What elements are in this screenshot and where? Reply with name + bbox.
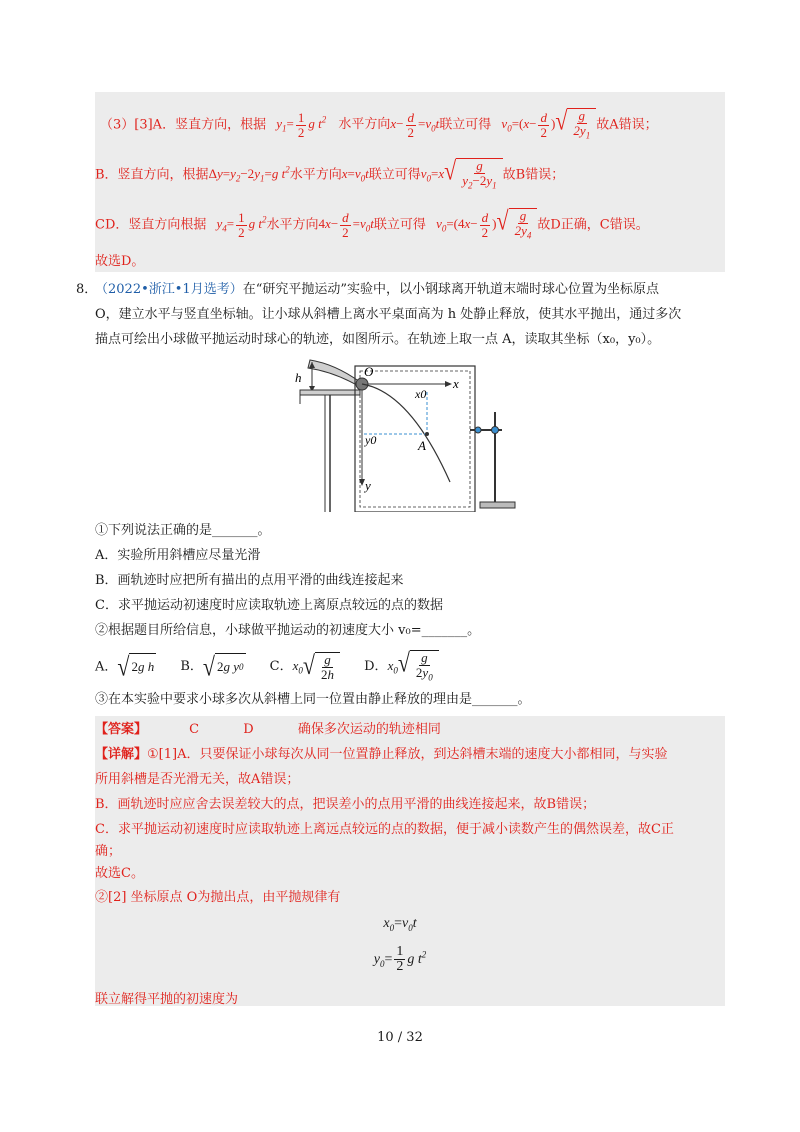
question-stem-line-3: 描点可绘出小球做平抛运动时球心的轨迹，如图所示。在轨迹上取一点 A，读取其坐标（x₀，y₀）。 <box>95 332 661 347</box>
prev-solution-line-1: （3）[3]A．竖直方向，根据 $y_1=$ $\frac{1}{2}$ g $t^2$ 水平方向x− $\frac{d}{2}$ $=v_0t$联立可得 $v_0=(x-$ $\frac{d}{2}$ ) √ $\frac{g}{2y_1}$ 故A错误； <box>100 105 658 141</box>
point-a-label: A <box>418 438 426 453</box>
question-stem-line-2: O，建立水平与竖直坐标轴。让小球从斜槽上离水平桌面高为 h 处静止释放，使其水平抛出，通过多次 <box>95 307 682 322</box>
detail-line-6: 故选C。 <box>95 866 144 881</box>
equation-y0: $y_0=$ $\frac{1}{2}$ g $t^2$ <box>373 944 427 974</box>
h-label: h <box>295 370 302 385</box>
part2-prompt: ②根据题目所给信息，小球做平抛运动的初速度大小 v₀=_______。 <box>95 623 481 638</box>
part3-prompt: ③在本实验中要求小球多次从斜槽上同一位置由静止释放的理由是_______。 <box>95 692 531 707</box>
option-c: C．求平抛运动初速度时应读取轨迹上离原点较远的点的数据 <box>95 598 443 613</box>
experiment-figure <box>290 352 520 512</box>
x0-label: x0 <box>415 387 427 401</box>
question-stem-line-1: （2022•浙江•1月选考）在“研究平抛运动”实验中，以小钢球离开轨道末端时球心位置为坐标原点 <box>95 282 659 297</box>
y0-label: y0 <box>365 433 377 447</box>
origin-label: O <box>364 364 374 379</box>
question-source: （2022•浙江•1月选考） <box>95 282 243 297</box>
answer-line: 【答案】 C D 确保多次运动的轨迹相同 <box>95 722 441 737</box>
equation-x0: $x_0=v_0t$ <box>383 916 417 933</box>
part2-choices: A． √ 2 g h B． √ 2 g y 0 C．$x_0$ √ $\frac{g}{2h}$ D．$x_0$ √ $\frac{g}{2y_0}$ <box>95 650 439 685</box>
option-b: B．画轨迹时应把所有描出的点用平滑的曲线连接起来 <box>95 573 404 588</box>
detail-line-3: B．画轨迹时应应舍去误差较大的点，把误差小的点用平滑的曲线连接起来，故B错误； <box>95 797 596 812</box>
prev-solution-line-4: 故选D。 <box>95 254 145 269</box>
detail-line-8: 联立解得平抛的初速度为 <box>95 992 239 1007</box>
detail-line-4: C．求平抛运动初速度时应读取轨迹上离远点较远的点的数据，便于减小读数产生的偶然误差，故C正 <box>95 822 674 837</box>
page-number: 10 / 32 <box>377 1030 423 1045</box>
detail-line-2: 所用斜槽是否光滑无关，故A错误； <box>95 772 300 787</box>
detail-line-1: 【详解】①[1]A．只要保证小球每次从同一位置静止释放，到达斜槽末端的速度大小都相同，与实验 <box>95 747 668 762</box>
prev-solution-line-2: B．竖直方向，根据$\Delta y=y_2-2y_1=g$ $t^2$水平方向$x=v_0t$联立可得$v_0=x$ √ $\frac{g}{y_2-2y_1}$ 故B错误； <box>95 155 565 191</box>
detail-line-5: 确； <box>95 844 122 859</box>
x-axis-label: x <box>453 376 459 391</box>
y-axis-label: y <box>365 478 371 493</box>
option-a: A．实验所用斜槽应尽量光滑 <box>95 548 261 563</box>
detail-line-7: ②[2] 坐标原点 O为抛出点，由平抛规律有 <box>95 890 341 905</box>
part1-prompt: ①下列说法正确的是_______。 <box>95 523 271 538</box>
question-number: 8． <box>76 282 98 297</box>
prev-solution-line-3: CD．竖直方向根据 $y_4=$ $\frac{1}{2}$ g $t^2$水平方向4x− $\frac{d}{2}$ $=v_0t$联立可得 $v_0=(4x-$ $\frac{d}{2}$ ) √ $\frac{g}{2y_4}$ 故D正确，C错误。 <box>95 205 649 241</box>
